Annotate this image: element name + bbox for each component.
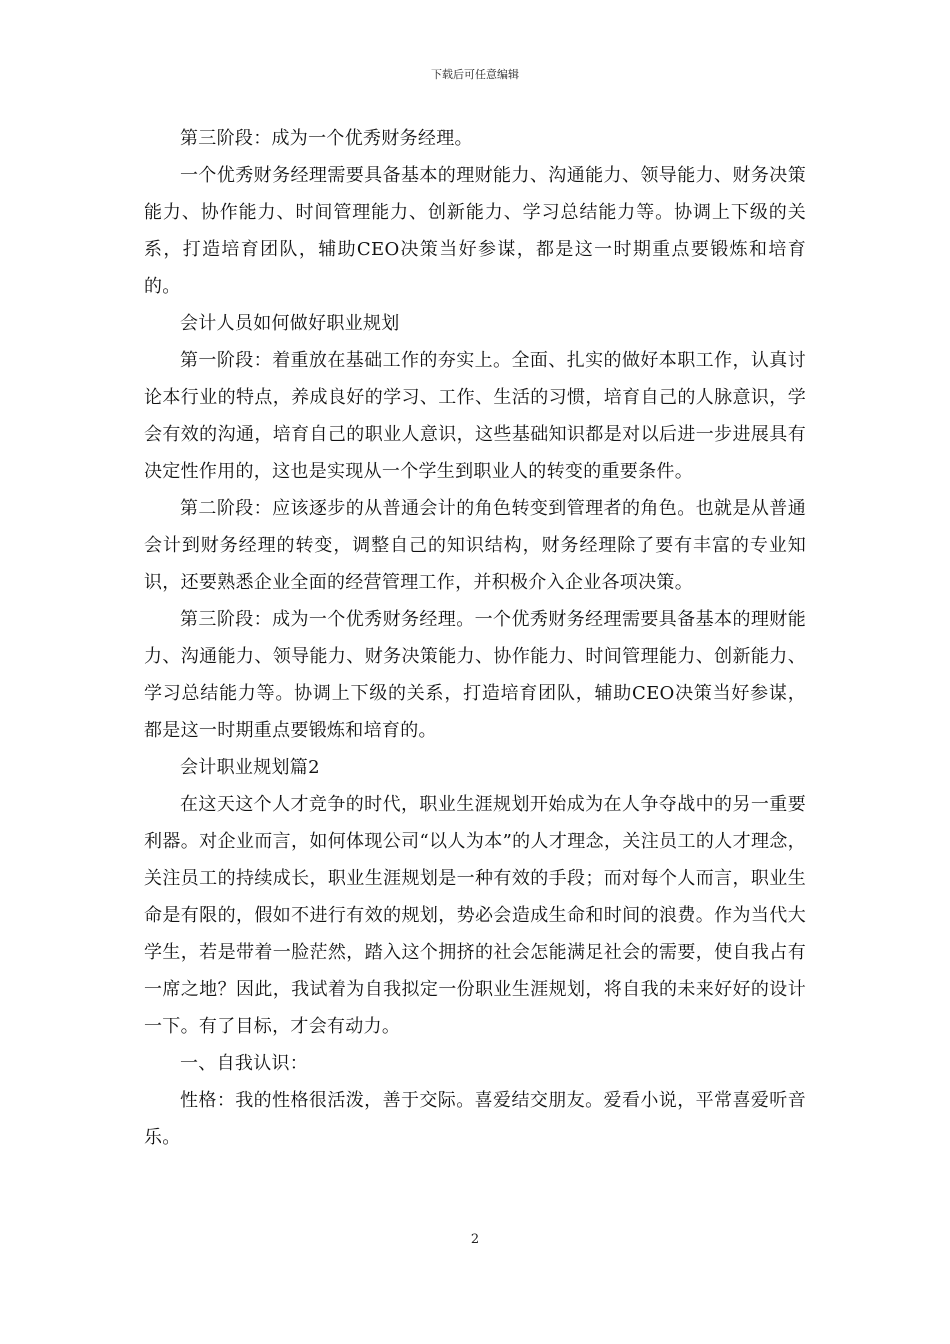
section-heading-career-planning: 会计人员如何做好职业规划 [180,313,400,334]
section-heading-part-2: 会计职业规划篇2 [180,757,320,778]
page-number: 2 [470,1232,480,1247]
document-body [144,120,806,1156]
paragraph-stage-three-detail: 一个优秀财务经理需要具备基本的理财能力、沟通能力、领导能力、财务决策能力、协作能力、时间管理能力、创新能力、学习总结能力等。协调上下级的关系，打造培育团队，辅助CEO决策当好参谋，都是这一时期重点要锻炼和培育的。 [144,165,806,297]
paragraph-personality: 性格：我的性格很活泼，善于交际。喜爱结交朋友。爱看小说，平常喜爱听音乐。 [144,1090,806,1148]
paragraph-introduction: 在这天这个人才竞争的时代，职业生涯规划开始成为在人争夺战中的另一重要利器。对企业而言，如何体现公司“以人为本”的人才理念，关注员工的人才理念，关注员工的持续成长，职业生涯规划是一种有效的手段；而对每个人而言，职业生命是有限的，假如不进行有效的规划，势必会造成生命和时间的浪费。作为当代大学生，若是带着一脸茫然，踏入这个拥挤的社会怎能满足社会的需要，使自我占有一席之地？因此，我试着为自我拟定一份职业生涯规划，将自我的未来好好的设计一下。有了目标，才会有动力。 [144,794,806,1037]
paragraph-stage-one: 第一阶段：着重放在基础工作的夯实上。全面、扎实的做好本职工作，认真讨论本行业的特点，养成良好的学习、工作、生活的习惯，培育自己的人脉意识，学会有效的沟通，培育自己的职业人意识，这些基础知识都是对以后进一步进展具有决定性作用的，这也是实现从一个学生到职业人的转变的重要条件。 [144,350,806,482]
paragraph-stage-three: 第三阶段：成为一个优秀财务经理。一个优秀财务经理需要具备基本的理财能力、沟通能力、领导能力、财务决策能力、协作能力、时间管理能力、创新能力、学习总结能力等。协调上下级的关系，打造培育团队，辅助CEO决策当好参谋，都是这一时期重点要锻炼和培育的。 [144,609,806,741]
section-heading-self-knowledge: 一、自我认识： [180,1053,309,1074]
page-header: 下载后可任意编辑 [431,68,519,81]
paragraph-stage-three-heading: 第三阶段：成为一个优秀财务经理。 [180,128,473,149]
paragraph-stage-two: 第二阶段：应该逐步的从普通会计的角色转变到管理者的角色。也就是从普通会计到财务经理的转变，调整自己的知识结构，财务经理除了要有丰富的专业知识，还要熟悉企业全面的经营管理工作，并积极介入企业各项决策。 [144,498,806,593]
